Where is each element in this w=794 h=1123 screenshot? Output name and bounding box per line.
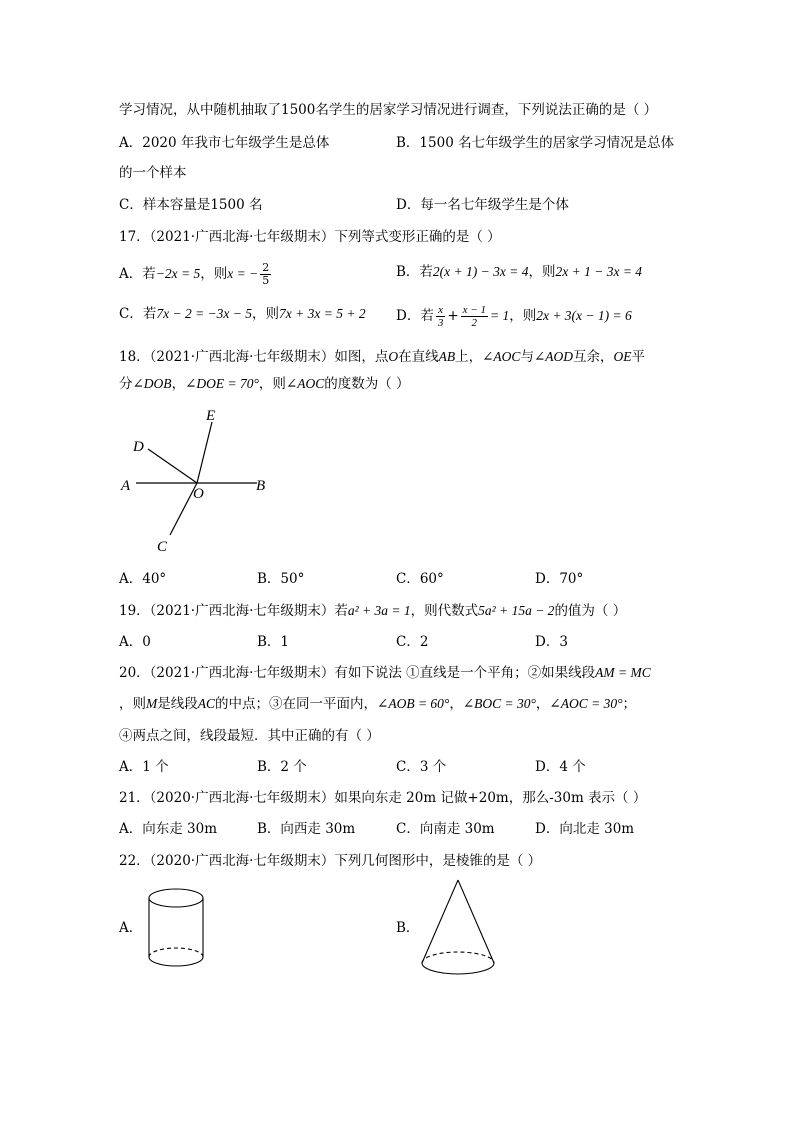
q17-a-equation: −2x = 5 [155, 266, 201, 281]
q19-text: 19．（2021·广西北海·七年级期末）若 [119, 603, 348, 619]
q17-a-then: ，则 [200, 266, 228, 282]
q18-ray-oe-drawing [197, 422, 212, 483]
q18-line-ab: AB [438, 349, 456, 364]
q21-option-c: C．向南走 30m [396, 821, 495, 837]
q18-angle-aoc: ∠AOC [482, 349, 521, 364]
q17-d-prefix: D．若 [396, 308, 434, 324]
q19-condition: a² + 3a = 1 [347, 603, 411, 618]
q18-ray-oe: OE [613, 349, 632, 364]
q20-option-a: A．1 个 [119, 759, 169, 775]
q17-b-equation: 2(x + 1) − 3x = 4 [432, 264, 529, 279]
q17-d-plus: + [447, 308, 459, 324]
q18-option-d: D．70° [535, 571, 584, 587]
q20-text: ； [622, 696, 636, 712]
q18-label-a: A [121, 478, 131, 494]
q17-b-prefix: B．若 [396, 264, 433, 280]
q17-c-then: ，则 [252, 306, 280, 322]
q21-option-d: D．向北走 30m [535, 821, 635, 837]
q21-option-b: B．向西走 30m [257, 821, 356, 837]
q18-label-e: E [206, 408, 216, 424]
question-intro-line: 学习情况，从中随机抽取了1500名学生的居家学习情况进行调查，下列说法正确的是（ ） [119, 102, 658, 118]
q18-point-o: O [388, 349, 399, 364]
q17-c-equation: 7x − 2 = −3x − 5 [156, 306, 253, 321]
q18-angle-doe: ∠DOE = 70° [185, 376, 259, 391]
q17-d-result: 2x + 3(x − 1) = 6 [536, 308, 632, 323]
q20-text: ， [535, 696, 550, 712]
q18-label-o: O [193, 486, 204, 502]
q18-ray-od-drawing [148, 449, 197, 483]
intro-option-b: B．1500 名七年级学生的居家学习情况是总体 [396, 135, 675, 151]
q18-text: ，则 [258, 376, 286, 392]
q19-text: 的值为（ ） [554, 603, 627, 619]
q22-stem: 22．（2020·广西北海·七年级期末）下列几何图形中，是棱锥的是（ ） [119, 853, 542, 869]
q22-cone-figure [422, 880, 494, 974]
q17-a-result: x = − [227, 266, 259, 281]
q18-option-c: C．60° [396, 571, 444, 587]
q17-a-denominator: 5 [262, 274, 270, 287]
q20-option-d: D．4 个 [535, 759, 586, 775]
q18-option-a: A．40° [119, 571, 167, 587]
q20-angle-boc: ∠BOC = 30° [462, 696, 536, 711]
q18-option-b: B．50° [257, 571, 305, 587]
q22-option-a-label: A． [119, 920, 143, 936]
q20-angle-aoc: ∠AOC = 30° [549, 696, 623, 711]
q20-text: 20．（2021·广西北海·七年级期末）有如下说法 ①直线是一个平角；②如果线段 [119, 665, 596, 681]
q19-option-c: C．2 [396, 634, 429, 650]
q18-angle-aod: ∠AOD [533, 349, 573, 364]
q17-b-then: ，则 [528, 264, 556, 280]
q17-d-then: ，则 [509, 308, 537, 324]
q17-d-numerator-1: x [436, 304, 446, 317]
q18-angle-aoc: ∠AOC [285, 376, 325, 391]
q18-label-c: C [157, 539, 168, 555]
q20-stem-line-3: ④两点之间，线段最短．其中正确的有（ ） [119, 728, 380, 744]
q22-option-b-label: B． [396, 920, 420, 936]
intro-option-b-continued: 的一个样本 [119, 165, 187, 181]
q18-text: 在直线 [398, 349, 439, 365]
q17-d-denominator-2: 2 [471, 317, 478, 329]
q20-option-c: C．3 个 [396, 759, 447, 775]
q17-d-equals: = 1 [489, 308, 510, 323]
q19-stem [119, 601, 626, 621]
intro-option-a: A．2020 年我市七年级学生是总体 [119, 135, 330, 151]
q19-expression: 5a² + 15a − 2 [478, 603, 555, 618]
q18-text: 上， [455, 349, 483, 365]
q21-option-a: A．向东走 30m [119, 821, 218, 837]
q19-option-b: B．1 [257, 634, 290, 650]
q19-text: ，则代数式 [410, 603, 479, 619]
q18-text: 互余， [573, 349, 614, 365]
q19-option-d: D．3 [535, 634, 568, 650]
q18-text: 平 [631, 349, 645, 365]
q17-c-result: 7x + 3x = 5 + 2 [279, 306, 366, 321]
q20-stem-line-1 [119, 663, 651, 683]
q18-text: 的度数为（ ） [324, 376, 410, 392]
intro-option-d: D．每一名七年级学生是个体 [396, 197, 569, 213]
q17-a-numerator: 2 [262, 261, 270, 274]
q22-cylinder-figure [149, 889, 203, 966]
q20-point-m: M [146, 696, 158, 711]
q17-stem: 17．（2021·广西北海·七年级期末）下列等式变形正确的是（ ） [119, 229, 501, 245]
q18-label-d: D [133, 439, 144, 455]
q18-text: ， [171, 376, 186, 392]
q17-d-numerator-2: x − 1 [462, 304, 486, 316]
q20-text: 的中点；③在同一平面内， [215, 696, 378, 712]
q18-text: 分 [119, 376, 133, 392]
q18-angle-dob: ∠DOB [132, 376, 172, 391]
q20-text: 是线段 [157, 696, 198, 712]
q20-text: ，则 [119, 696, 146, 712]
q17-b-result: 2x + 1 − 3x = 4 [555, 264, 643, 279]
q20-option-b: B．2 个 [257, 759, 307, 775]
intro-option-c: C．样本容量是1500 名 [119, 197, 263, 213]
q18-label-b: B [256, 478, 266, 494]
q20-segment-equation: AM = MC [595, 665, 651, 680]
q17-c-prefix: C．若 [119, 306, 157, 322]
q20-stem-line-2 [119, 694, 636, 714]
q19-option-a: A．0 [119, 634, 151, 650]
q18-text: 与 [520, 349, 534, 365]
q20-angle-aob: ∠AOB = 60° [377, 696, 450, 711]
q17-a-prefix: A．若 [119, 266, 156, 282]
q17-d-denominator-1: 3 [437, 317, 444, 329]
q21-stem: 21．（2020·广西北海·七年级期末）如果向东走 20m 记做+20m，那么-30m 表示（ ） [119, 790, 647, 806]
q20-segment-ac: AC [197, 696, 216, 711]
q20-text: ， [449, 696, 463, 712]
q18-text: 18．（2021·广西北海·七年级期末）如图，点 [119, 349, 389, 365]
